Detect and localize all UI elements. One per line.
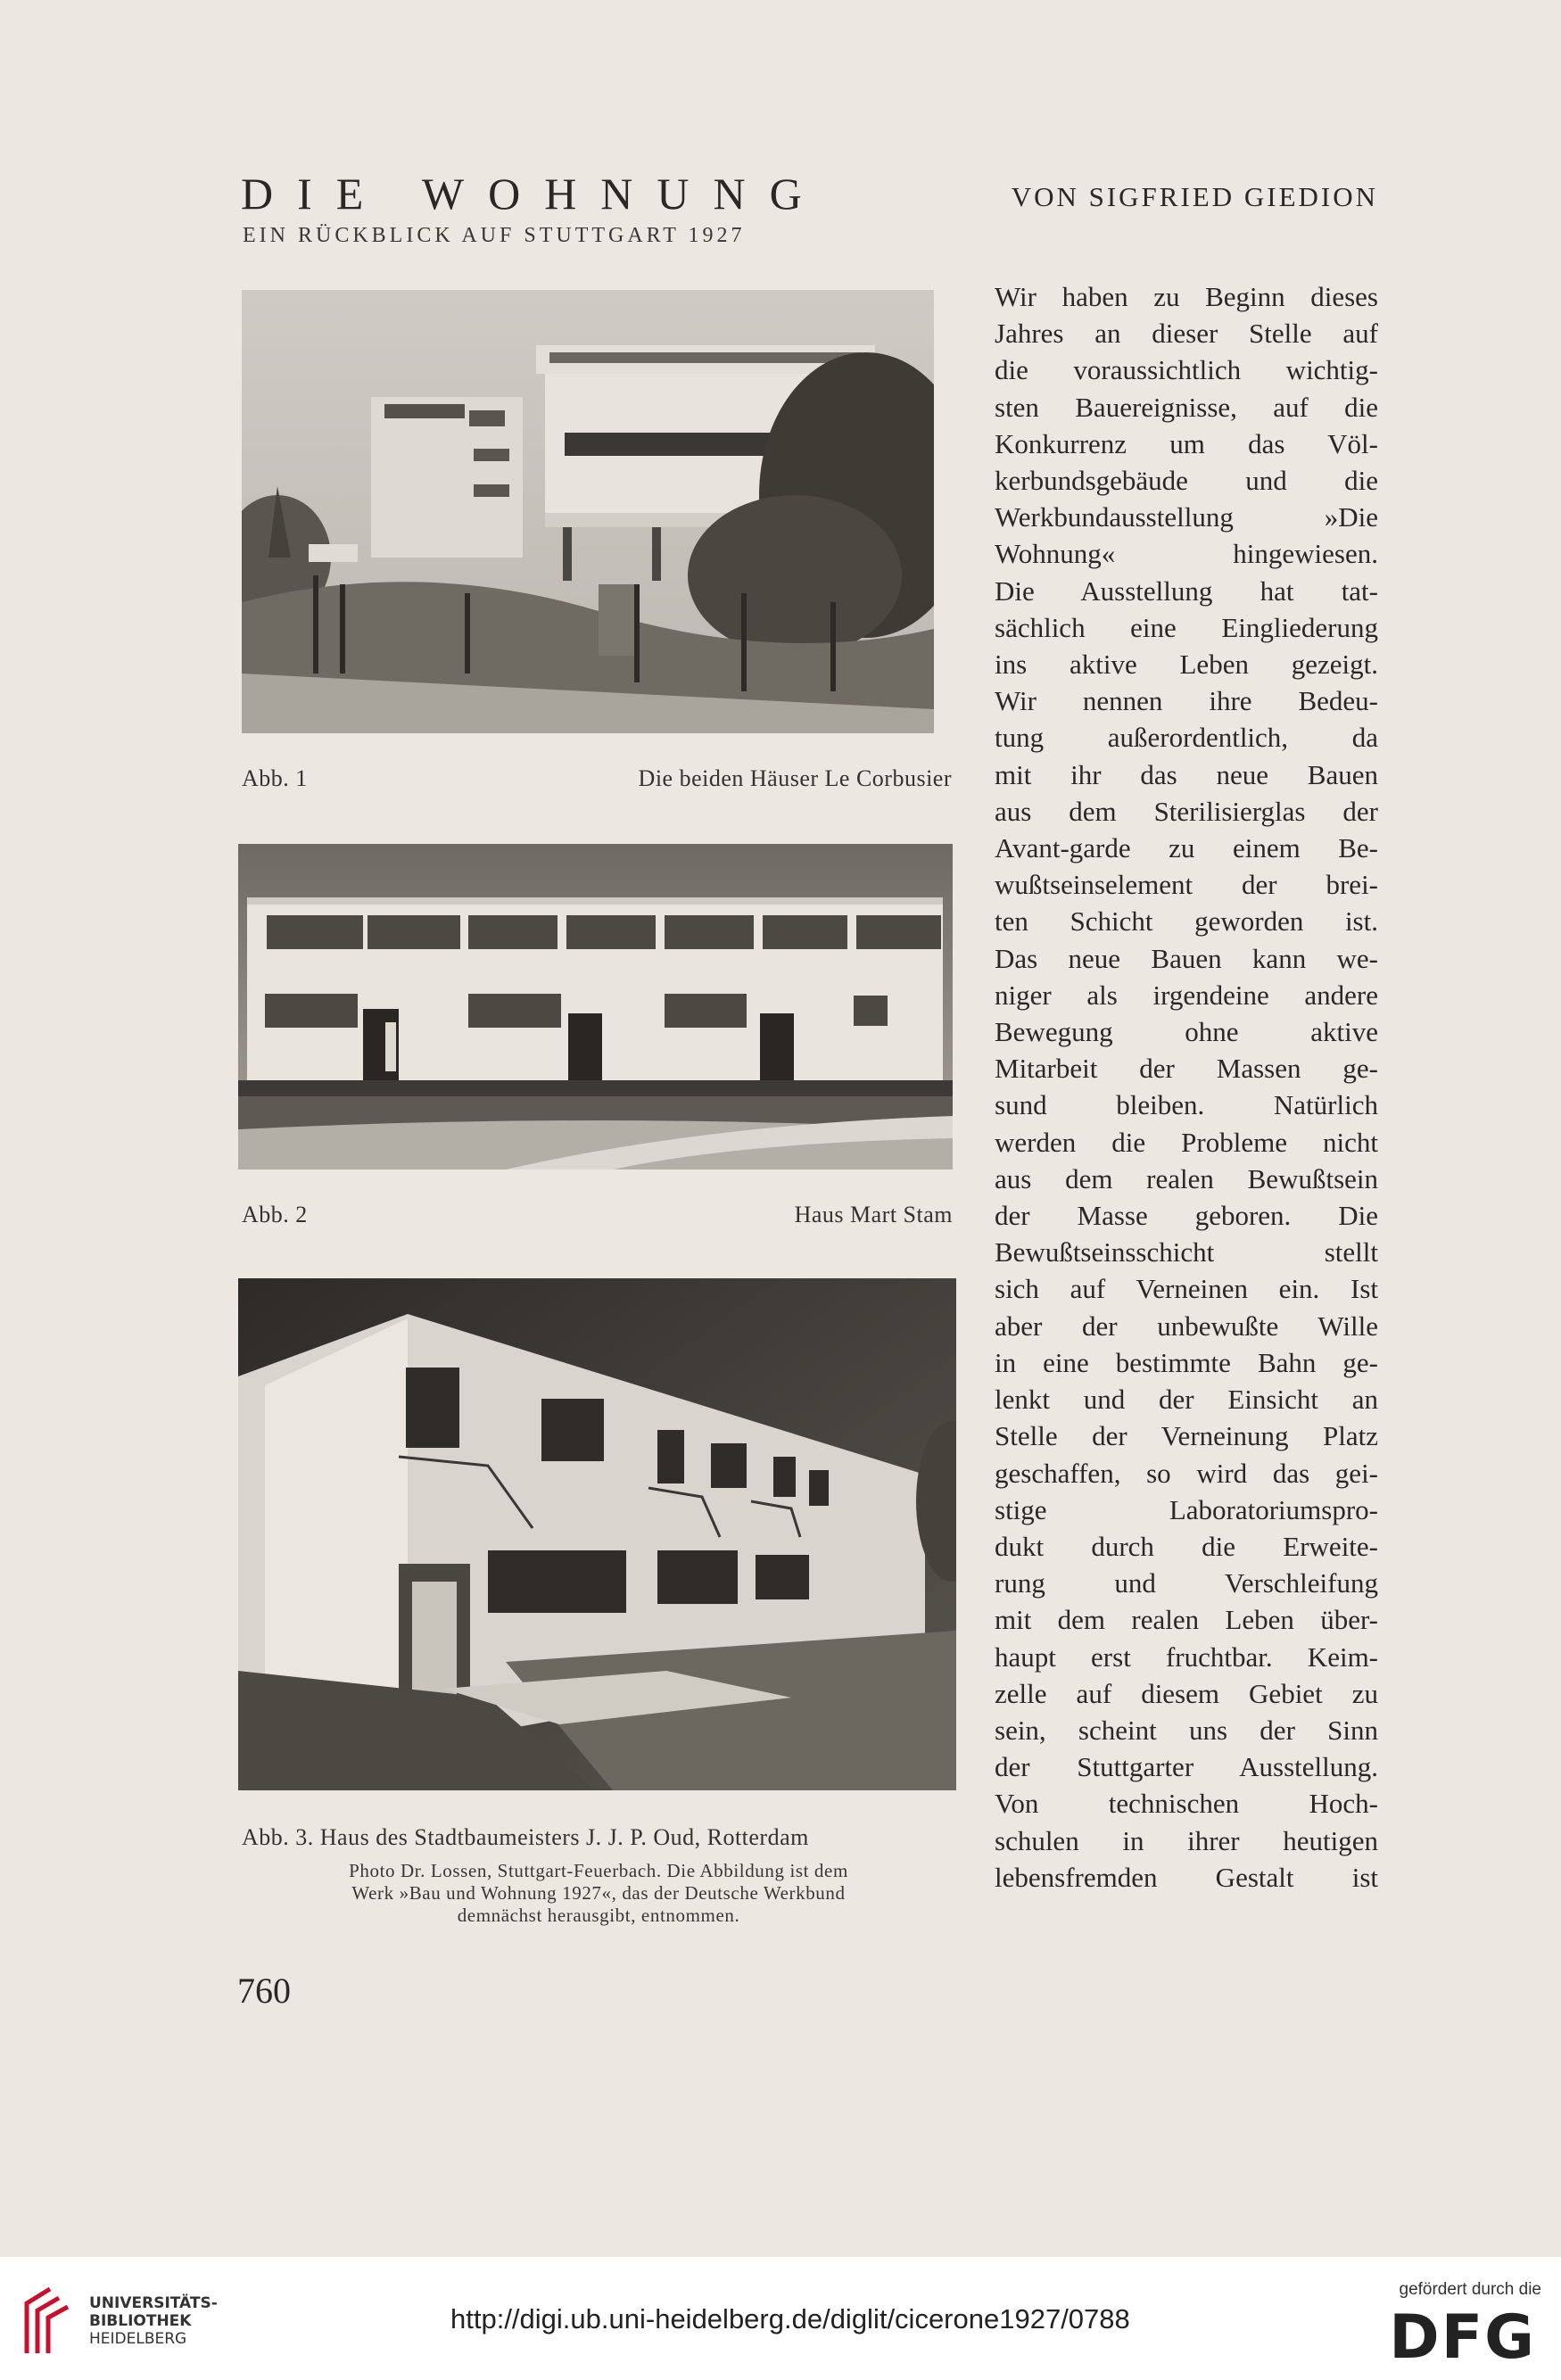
body-text-line: kerbundsgebäude und die	[995, 465, 1378, 497]
body-text-line: sein, scheint uns der Sinn	[995, 1714, 1378, 1746]
library-name-line-3: HEIDELBERG	[89, 2330, 187, 2348]
body-text-line: aus dem realen Bewußtsein	[995, 1162, 1378, 1194]
sponsor-label: gefördert durch die	[1399, 2280, 1541, 2299]
body-text-line: schulen in ihrer heutigen	[995, 1824, 1378, 1856]
body-text-line: wußtseinselement der brei-	[995, 869, 1378, 901]
figure-1-caption: Die beiden Häuser Le Corbusier	[638, 765, 952, 791]
figure-3-number: Abb. 3.	[242, 1824, 314, 1850]
figure-2-caption: Haus Mart Stam	[794, 1202, 953, 1227]
body-text-line: zelle auf diesem Gebiet zu	[995, 1677, 1378, 1709]
figure-3-caption	[242, 1824, 955, 1851]
body-text-line: Die Ausstellung hat tat-	[995, 574, 1378, 607]
photo-mart-stam-house	[238, 844, 953, 1169]
page-number: 760	[237, 1971, 291, 2011]
body-text-line: haupt erst fruchtbar. Keim-	[995, 1640, 1378, 1673]
article-author: VON SIGFRIED GIEDION	[1011, 181, 1378, 212]
body-text-line: Mitarbeit der Massen ge-	[995, 1053, 1378, 1085]
body-text-line: mit dem realen Leben über-	[995, 1604, 1378, 1636]
article-title: DIE WOHNUNG	[241, 169, 826, 219]
article-subtitle: EIN RÜCKBLICK AUF STUTTGART 1927	[243, 224, 746, 247]
photo-credit-line-2: Werk »Bau und Wohnung 1927«, das der Deutsche Werkbund	[351, 1882, 846, 1904]
body-text-line: Wir nennen ihre Bedeu-	[995, 685, 1378, 717]
body-text-line: Von technischen Hoch-	[995, 1788, 1378, 1820]
body-text-line: stige Laboratoriumspro-	[995, 1493, 1378, 1525]
library-name	[89, 2294, 218, 2348]
body-text-line: sten Bauereignisse, auf die	[995, 391, 1378, 423]
body-text-line: Wohnung« hingewiesen.	[995, 538, 1378, 570]
figure-3-title: Haus des Stadtbaumeisters J. J. P. Oud, Rotterdam	[319, 1824, 809, 1850]
body-text-line: aber der unbewußte Wille	[995, 1310, 1378, 1342]
body-text-line: niger als irgendeine andere	[995, 979, 1378, 1011]
body-text-line: geschaffen, so wird das gei-	[995, 1457, 1378, 1489]
body-text-line: sund bleiben. Natürlich	[995, 1089, 1378, 1121]
body-text-line: mit ihr das neue Bauen	[995, 758, 1378, 790]
body-text-line: lenkt und der Einsicht an	[995, 1384, 1378, 1416]
body-text-line: aus dem Sterilisierglas der	[995, 795, 1378, 827]
body-text-line: Konkurrenz um das Völ-	[995, 427, 1378, 459]
body-text-line: Avant-garde zu einem Be-	[995, 832, 1378, 864]
permalink-url[interactable]: http://digi.ub.uni-heidelberg.de/diglit/cicerone1927/0788	[450, 2303, 1130, 2335]
body-text-line: Jahres an dieser Stelle auf	[995, 318, 1378, 350]
body-text-line: dukt durch die Erweite-	[995, 1530, 1378, 1562]
body-text-line: ten Schicht geworden ist.	[995, 905, 1378, 938]
body-text-line: der Stuttgarter Ausstellung.	[995, 1751, 1378, 1783]
body-text-line: ins aktive Leben gezeigt.	[995, 649, 1378, 681]
body-text-line: der Masse geboren. Die	[995, 1200, 1378, 1232]
figure-1-number: Abb. 1	[242, 765, 308, 791]
library-name-line-2: BIBLIOTHEK	[89, 2312, 192, 2330]
dfg-logo: DFG	[1389, 2302, 1536, 2373]
body-text-line: die voraussichtlich wichtig-	[995, 354, 1378, 386]
body-text-line: Bewußtseinsschicht stellt	[995, 1236, 1378, 1269]
body-text-line: Werkbundausstellung »Die	[995, 501, 1378, 533]
photo-credit	[242, 1860, 955, 1927]
body-text-line: in eine bestimmte Bahn ge-	[995, 1346, 1378, 1378]
body-text-line: sächlich eine Eingliederung	[995, 611, 1378, 643]
body-text-line: Das neue Bauen kann we-	[995, 942, 1378, 974]
body-text-line: sich auf Verneinen ein. Ist	[995, 1273, 1378, 1305]
body-text-column	[995, 278, 1378, 1896]
university-library-logo-icon	[16, 2284, 78, 2357]
body-text-line: werden die Probleme nicht	[995, 1126, 1378, 1158]
body-text-line: Wir haben zu Beginn dieses	[995, 281, 1378, 312]
digitization-footer	[0, 2257, 1561, 2380]
body-text-line: Stelle der Verneinung Platz	[995, 1420, 1378, 1452]
body-text-line: lebensfremden Gestalt ist	[995, 1861, 1378, 1893]
body-text-line: tung außerordentlich, da	[995, 722, 1378, 754]
photo-le-corbusier-houses	[242, 290, 934, 733]
figure-2-number: Abb. 2	[242, 1202, 308, 1227]
library-name-line-1: UNIVERSITÄTS-	[89, 2294, 218, 2312]
photo-credit-line-1: Photo Dr. Lossen, Stuttgart-Feuerbach. Die Abbildung ist dem	[349, 1860, 848, 1881]
body-text-line: Bewegung ohne aktive	[995, 1016, 1378, 1048]
body-text-line: rung und Verschleifung	[995, 1567, 1378, 1599]
photo-oud-row-houses	[238, 1278, 956, 1790]
photo-credit-line-3: demnächst herausgibt, entnommen.	[457, 1905, 740, 1926]
